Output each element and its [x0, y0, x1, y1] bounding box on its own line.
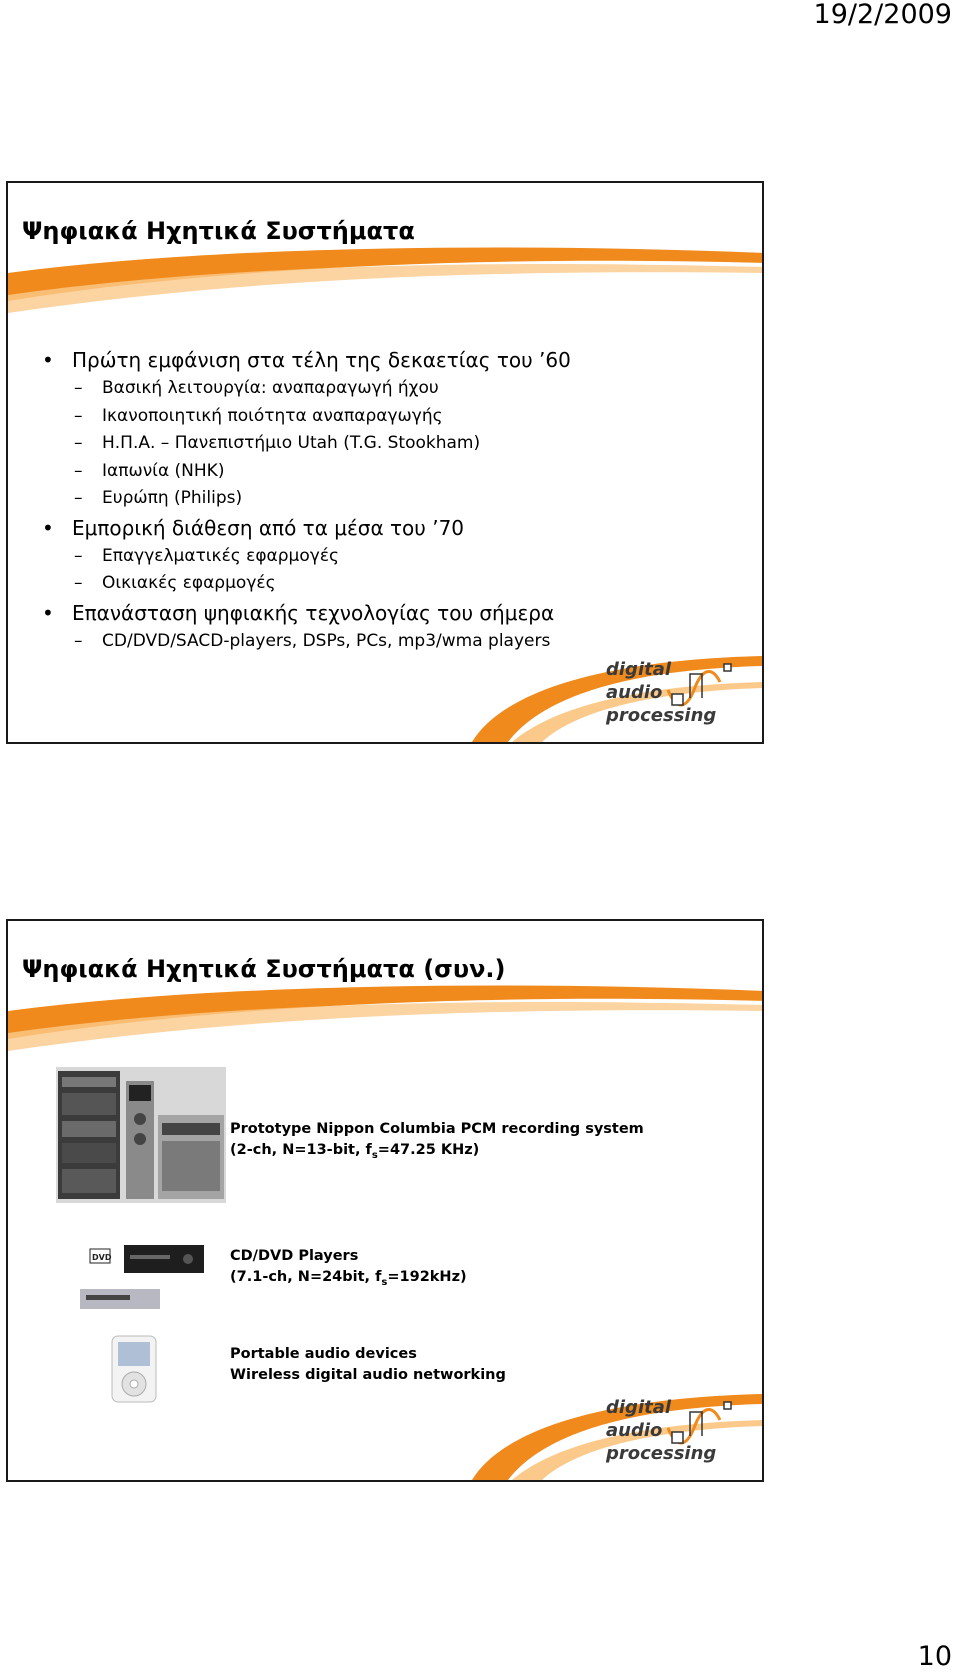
- bullet-item: • Επανάσταση ψηφιακής τεχνολογίας του σήμερα: [42, 600, 555, 625]
- cd-dvd-caption: CD/DVD Players (7.1-ch, N=24bit, $f_s=192kHz$): [230, 1248, 467, 1288]
- sub-bullet-item: – Επαγγελματικές εφαρμογές: [74, 545, 339, 566]
- waveform-icon: [666, 1398, 736, 1458]
- sub-bullet-item: – Ικανοποιητική ποιότητα αναπαραγωγής: [74, 405, 443, 426]
- slide-2-title: Ψηφιακά Ηχητικά Συστήματα (συν.): [22, 955, 506, 983]
- portable-devices-caption: Portable audio devices Wireless digital audio networking: [230, 1346, 506, 1383]
- slide-1: [6, 181, 764, 744]
- sub-bullet-item: – Οικιακές εφαρμογές: [74, 573, 276, 593]
- pcm-system-caption: Prototype Nippon Columbia PCM recording system (2-ch, N=13-bit, $f_s=47.25$ KHz): [230, 1121, 644, 1161]
- digital-audio-processing-logo: digital audio processing: [606, 1396, 734, 1474]
- pcm-recording-system-photo: [56, 1067, 226, 1203]
- page-date: 19/2/2009: [813, 0, 952, 30]
- cd-dvd-players-photo: [76, 1245, 216, 1313]
- sub-bullet-item: – Βασική λειτουργία: αναπαραγωγή ήχου: [74, 378, 439, 398]
- slide-1-title: Ψηφιακά Ηχητικά Συστήματα: [22, 217, 415, 245]
- page-number: 10: [917, 1641, 952, 1672]
- digital-audio-processing-logo: digital audio processing: [606, 658, 734, 736]
- slide-1-bullet-list: [38, 345, 571, 655]
- portable-audio-device-photo: [104, 1334, 168, 1406]
- sub-bullet-item: – Ιαπωνία (NHK): [74, 460, 225, 481]
- bullet-item: • Εμπορική διάθεση από τα μέσα του ’70: [42, 515, 465, 540]
- title-swoosh-decoration: [8, 243, 764, 323]
- slide-2: [6, 919, 764, 1482]
- svg-text:DVD: DVD: [92, 1253, 112, 1262]
- title-swoosh-decoration: [8, 981, 764, 1061]
- waveform-icon: [666, 660, 736, 720]
- sub-bullet-item: – Ευρώπη (Philips): [74, 488, 243, 508]
- bullet-item: • Πρώτη εμφάνιση στα τέλη της δεκαετίας του ’60: [42, 348, 571, 372]
- sub-bullet-item: – CD/DVD/SACD-players, DSPs, PCs, mp3/wma players: [74, 630, 551, 651]
- sub-bullet-item: – Η.Π.Α. – Πανεπιστήμιο Utah (T.G. Stookham): [74, 433, 481, 453]
